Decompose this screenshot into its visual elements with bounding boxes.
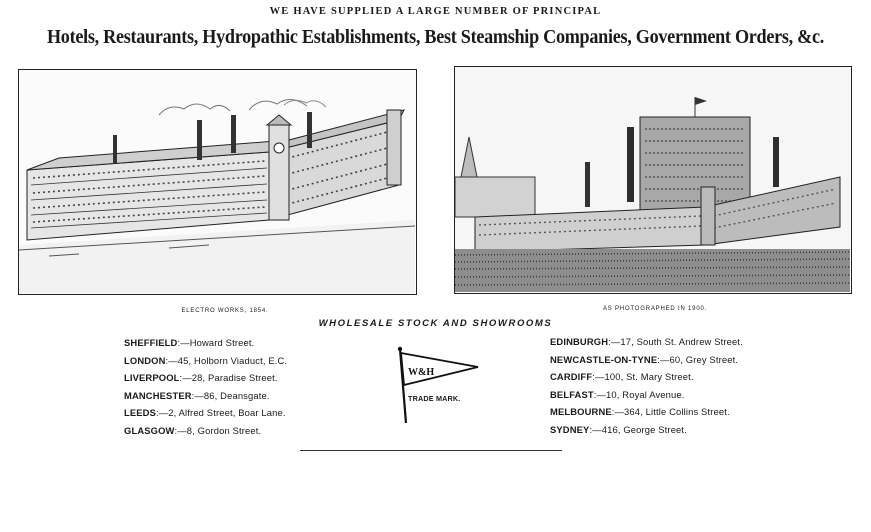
trademark-label: TRADE MARK. — [408, 394, 461, 403]
location-edinburgh — [550, 333, 743, 351]
address: :—100, St. Mary Street. — [592, 371, 694, 383]
address: :—Howard Street. — [177, 337, 255, 348]
section-heading: WHOLESALE STOCK AND SHOWROOMS — [318, 318, 553, 329]
address: :—86, Deansgate. — [191, 389, 270, 401]
address: :—17, South St. Andrew Street. — [608, 336, 743, 347]
location-belfast — [550, 386, 743, 404]
address: :—10, Royal Avenue. — [593, 388, 685, 400]
caption-photographed: AS PHOTOGRAPHED IN 1900. — [602, 306, 708, 312]
engraving-works-1900 — [454, 66, 852, 294]
location-leeds — [124, 404, 287, 422]
city-name: MELBOURNE — [550, 406, 612, 418]
location-london — [124, 352, 287, 370]
trademark-monogram: W&H — [408, 367, 435, 378]
location-manchester — [124, 387, 287, 405]
showroom-list-right — [550, 333, 743, 439]
location-melbourne — [550, 403, 743, 421]
city-name: GLASGOW — [124, 424, 175, 436]
location-newcastle — [550, 351, 743, 369]
location-sydney — [550, 421, 743, 439]
city-name: BELFAST — [550, 388, 594, 400]
location-glasgow — [124, 422, 287, 440]
address: :—364, Little Collins Street. — [611, 406, 730, 418]
city-name: LIVERPOOL — [124, 372, 180, 384]
engraving-electro-works — [18, 69, 417, 295]
bottom-divider — [300, 450, 562, 451]
city-name: CARDIFF — [550, 371, 593, 383]
city-name: SHEFFIELD — [124, 337, 178, 348]
location-liverpool — [124, 369, 287, 387]
location-sheffield — [124, 334, 287, 352]
address: :—2, Alfred Street, Boar Lane. — [156, 407, 286, 419]
address: :—8, Gordon Street. — [174, 424, 262, 436]
city-name: SYDNEY — [550, 423, 590, 435]
intro-line: WE HAVE SUPPLIED A LARGE NUMBER OF PRINCIPAL — [269, 6, 602, 17]
address: :—28, Paradise Street. — [179, 372, 278, 384]
headline: Hotels, Restaurants, Hydropathic Establishments, Best Steamship Companies, Government Orders, &c. — [46, 27, 825, 48]
city-name: LEEDS — [124, 407, 157, 419]
city-name: EDINBURGH — [550, 336, 609, 347]
city-name: LONDON — [124, 354, 166, 366]
address: :—45, Holborn Viaduct, E.C. — [165, 354, 288, 366]
caption-electro-works: ELECTRO WORKS, 1854. — [181, 308, 269, 314]
location-cardiff — [550, 368, 743, 386]
city-name: MANCHESTER — [124, 389, 192, 401]
showroom-list-left — [124, 334, 287, 440]
address: :—416, George Street. — [589, 423, 687, 435]
address: :—60, Grey Street. — [657, 353, 739, 365]
trademark-pennant-icon — [394, 345, 482, 425]
city-name: NEWCASTLE-ON-TYNE — [550, 353, 658, 365]
